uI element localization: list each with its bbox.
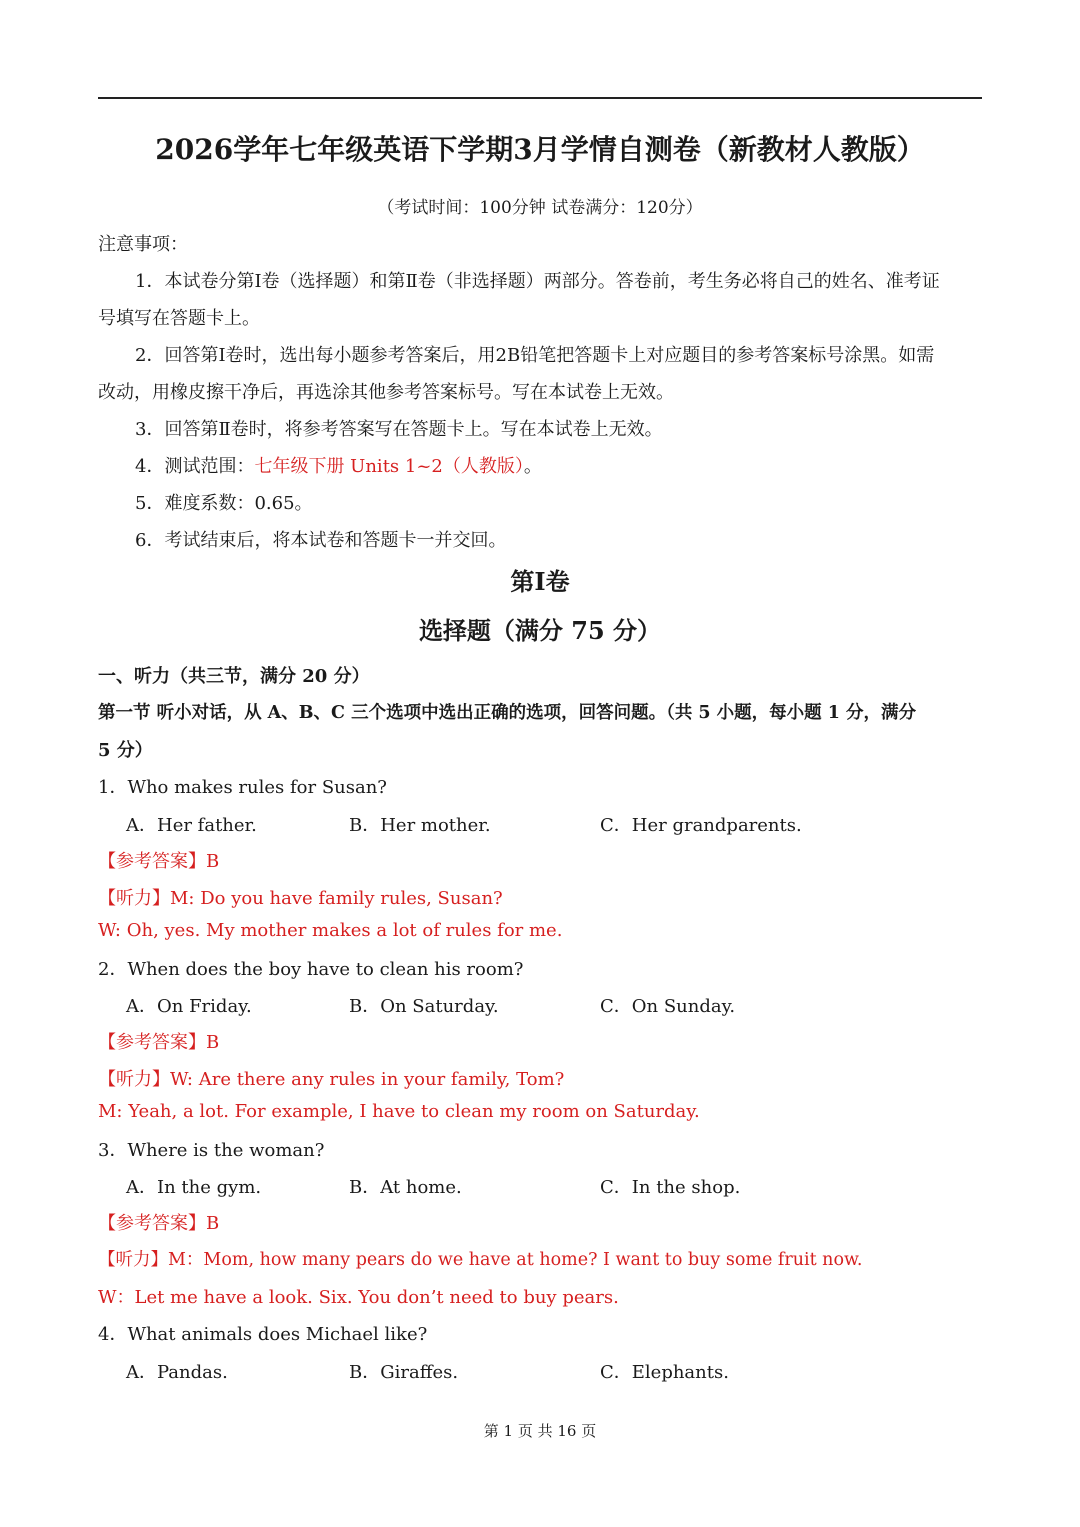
q2-option-a: A．On Friday.	[126, 996, 252, 1017]
exam-info: （考试时间：100分钟 试卷满分：120分）	[377, 198, 703, 218]
note-item-5: 5．难度系数：0.65。	[135, 493, 313, 514]
note-item-2-line-2: 改动，用橡皮擦干净后，再选涂其他参考答案标号。写在本试卷上无效。	[98, 382, 674, 403]
header-rule	[98, 97, 982, 99]
note-item-1-line-2: 号填写在答题卡上。	[98, 308, 260, 329]
part-title: 选择题（满分 75 分）	[418, 616, 662, 645]
q3-option-c: C．In the shop.	[600, 1177, 741, 1198]
question-4: 4．What animals does Michael like?	[98, 1324, 428, 1345]
note-item-4	[135, 452, 542, 478]
section1-instructions-line-2: 5 分）	[98, 740, 153, 761]
q1-option-b: B．Her mother.	[349, 815, 491, 836]
q2-option-c: C．On Sunday.	[600, 996, 736, 1017]
q1-option-c: C．Her grandparents.	[600, 815, 802, 836]
q4-option-b: B．Giraffes.	[349, 1362, 459, 1383]
note-item-3: 3．回答第Ⅱ卷时，将参考答案写在答题卡上。写在本试卷上无效。	[135, 419, 663, 440]
note-item-4-suffix: 。	[523, 456, 542, 477]
note-item-6: 6．考试结束后，将本试卷和答题卡一并交回。	[135, 530, 507, 551]
q4-option-c: C．Elephants.	[600, 1362, 729, 1383]
q2-option-b: B．On Saturday.	[349, 996, 499, 1017]
listening-heading: 一、听力（共三节，满分 20 分）	[98, 666, 370, 687]
q2-script-line-1: 【听力】W: Are there any rules in your family, Tom?	[98, 1069, 565, 1090]
notes-heading: 注意事项：	[98, 234, 188, 255]
q1-script-line-2: W: Oh, yes. My mother makes a lot of rules for me.	[98, 920, 563, 941]
q1-answer: 【参考答案】B	[98, 851, 220, 872]
q3-answer: 【参考答案】B	[98, 1213, 220, 1234]
q3-option-b: B．At home.	[349, 1177, 462, 1198]
question-3: 3．Where is the woman?	[98, 1140, 325, 1161]
part-label: 第Ⅰ卷	[510, 567, 570, 596]
q1-option-a: A．Her father.	[126, 815, 257, 836]
q3-script-line-2: W：Let me have a look. Six. You don’t need to buy pears.	[98, 1287, 619, 1308]
q1-script-line-1: 【听力】M: Do you have family rules, Susan?	[98, 888, 503, 909]
question-1: 1．Who makes rules for Susan?	[98, 777, 387, 798]
page-title: 2026学年七年级英语下学期3月学情自测卷（新教材人教版）	[155, 133, 925, 166]
q3-script-line-1: 【听力】M：Mom, how many pears do we have at home? I want to buy some fruit now.	[98, 1250, 863, 1270]
q4-option-a: A．Pandas.	[126, 1362, 228, 1383]
note-item-2-line-1: 2．回答第Ⅰ卷时，选出每小题参考答案后，用2B铅笔把答题卡上对应题目的参考答案标号涂黑。如需	[135, 345, 935, 366]
test-scope: 七年级下册 Units 1~2（人教版）	[254, 456, 524, 477]
question-2: 2．When does the boy have to clean his room?	[98, 959, 524, 980]
section1-instructions-line-1: 第一节 听小对话，从 A、B、C 三个选项中选出正确的选项，回答问题。（共 5 小题，每小题 1 分，满分	[98, 703, 917, 723]
note-item-4-prefix: 4．测试范围：	[135, 456, 255, 477]
q2-script-line-2: M: Yeah, a lot. For example, I have to clean my room on Saturday.	[98, 1101, 700, 1122]
page-number: 第 1 页 共 16 页	[483, 1422, 597, 1440]
note-item-1-line-1: 1．本试卷分第Ⅰ卷（选择题）和第Ⅱ卷（非选择题）两部分。答卷前，考生务必将自己的姓名、准考证	[135, 271, 940, 292]
q3-option-a: A．In the gym.	[126, 1177, 262, 1198]
q2-answer: 【参考答案】B	[98, 1032, 220, 1053]
